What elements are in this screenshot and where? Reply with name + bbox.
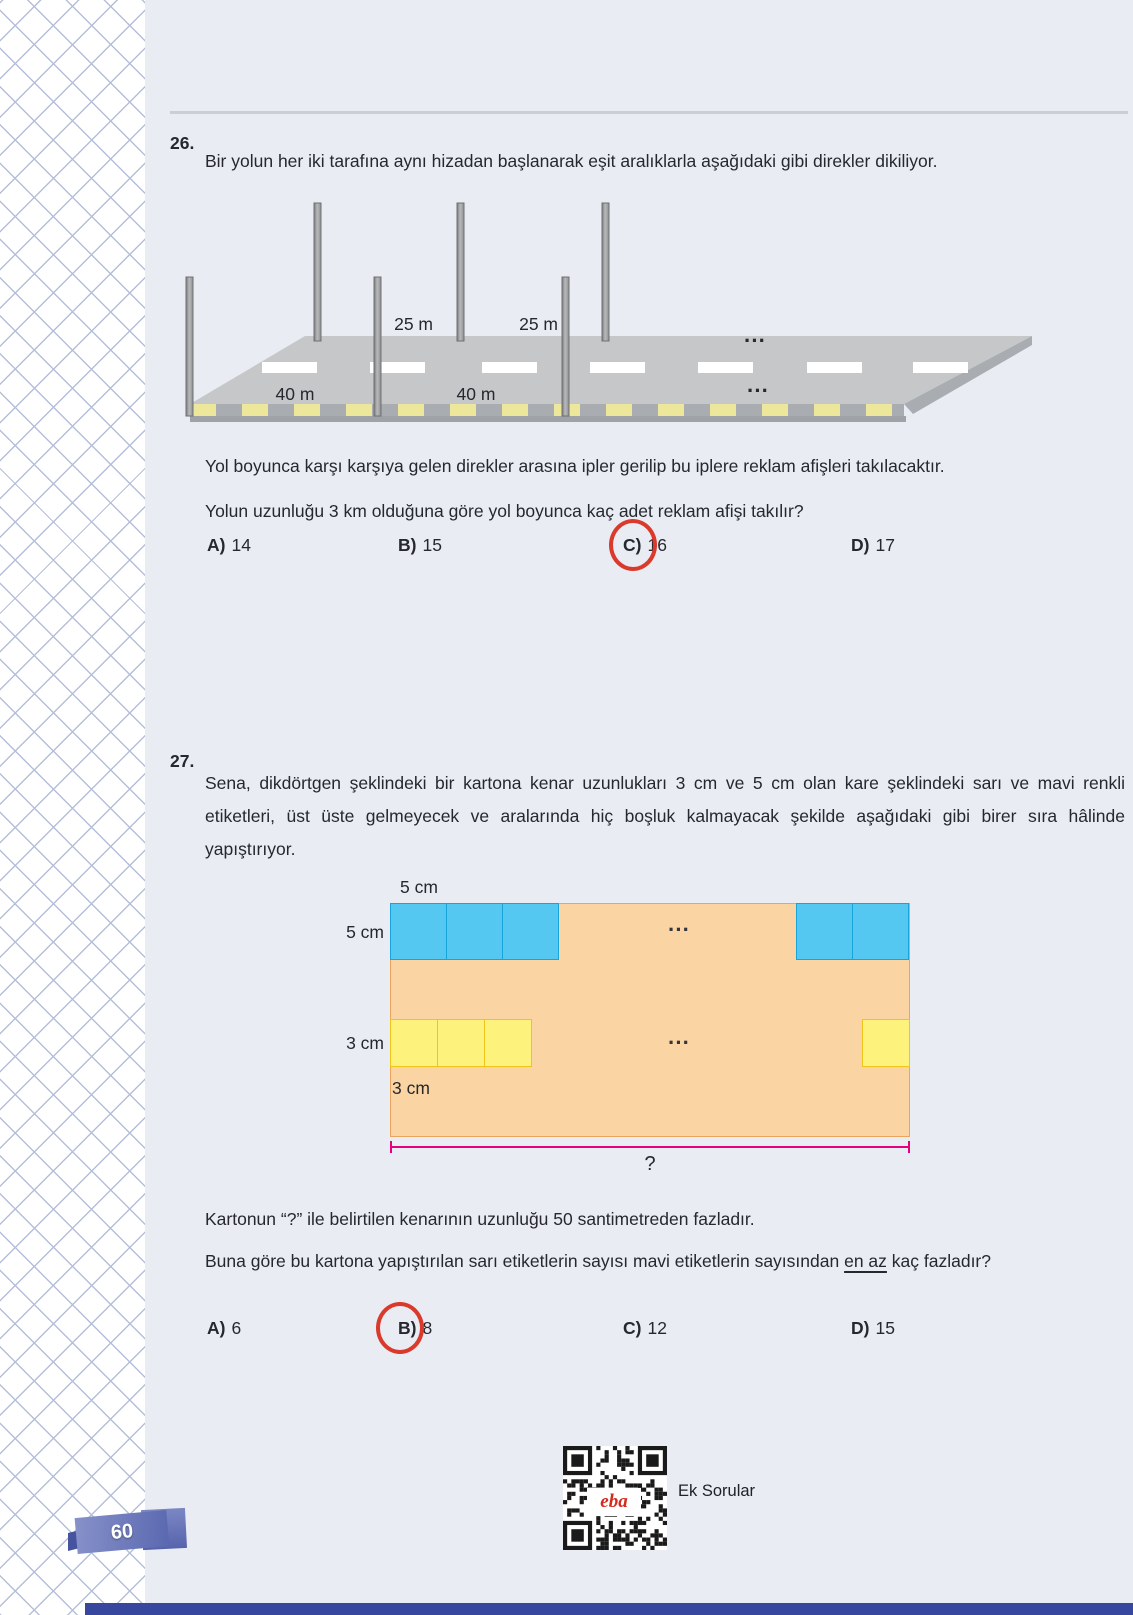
blue-sticker bbox=[852, 903, 909, 960]
q27-answer-circle bbox=[376, 1302, 424, 1354]
page-number-ribbon bbox=[66, 1503, 186, 1561]
road-ellipsis-top: ··· bbox=[744, 328, 766, 353]
left-row2-label: 3 cm bbox=[346, 1033, 384, 1053]
blue-sticker bbox=[390, 903, 447, 960]
gap-label-25m-1: 25 m bbox=[394, 314, 433, 334]
question-27-number: 27. bbox=[170, 751, 195, 771]
top-width-label: 5 cm bbox=[400, 877, 438, 897]
question-27-options bbox=[0, 1316, 1133, 1346]
unknown-length-label: ? bbox=[644, 1153, 656, 1175]
blue-sticker bbox=[502, 903, 559, 960]
blue-sticker bbox=[446, 903, 503, 960]
yellow-sticker bbox=[484, 1019, 532, 1067]
road-under-edge bbox=[190, 416, 906, 422]
yellow-sticker bbox=[437, 1019, 485, 1067]
page-number: 60 bbox=[75, 1510, 170, 1554]
question-27-body1: Kartonun “?” ile belirtilen kenarının uzunluğu 50 santimetreden fazladır. bbox=[205, 1208, 755, 1229]
measure-tick-right bbox=[908, 1141, 910, 1153]
measure-line bbox=[390, 1146, 910, 1148]
bottom-blue-bar bbox=[85, 1603, 1133, 1615]
gap-label-25m-2: 25 m bbox=[519, 314, 558, 334]
question-27-body2 bbox=[205, 1244, 1125, 1278]
road-diagram bbox=[150, 190, 1050, 435]
q27-body2-underlined: en az bbox=[844, 1250, 887, 1271]
q26-option-a: A) 14 bbox=[207, 535, 251, 555]
q27-option-a: A) 6 bbox=[207, 1318, 242, 1338]
decorative-lattice-strip bbox=[0, 0, 145, 1615]
yellow-sticker bbox=[862, 1019, 910, 1067]
q26-option-d: D) 17 bbox=[851, 535, 895, 555]
blue-sticker bbox=[796, 903, 853, 960]
q27-body2-after: kaç fazladır? bbox=[891, 1250, 991, 1271]
gap-label-40m-2: 40 m bbox=[456, 384, 496, 404]
question-26-options bbox=[0, 533, 1133, 563]
question-26-body2: Yolun uzunluğu 3 km olduğuna göre yol boyunca kaç adet reklam afişi takılır? bbox=[205, 500, 804, 521]
road-ellipsis-bottom: ··· bbox=[747, 378, 769, 403]
road-curb-strip bbox=[190, 404, 904, 416]
gap-label-40m-1: 40 m bbox=[275, 384, 315, 404]
question-26-intro: Bir yolun her iki tarafına aynı hizadan başlanarak eşit aralıklarla aşağıdaki gibi direkler dikiliyor. bbox=[205, 150, 938, 171]
qr-caption: Ek Sorular bbox=[678, 1482, 756, 1500]
section-divider bbox=[170, 111, 1128, 114]
question-26-body1: Yol boyunca karşı karşıya gelen direkler arasına ipler gerilip bu iplere reklam afişleri takılacaktır. bbox=[205, 455, 945, 476]
q26-answer-circle bbox=[609, 519, 657, 571]
yellow-row-ellipsis: ··· bbox=[668, 1030, 690, 1055]
blue-row-ellipsis: ··· bbox=[668, 917, 690, 942]
left-row1-label: 5 cm bbox=[346, 922, 384, 942]
q26-option-c: C) 16 bbox=[623, 535, 667, 555]
bottom-small-label: 3 cm bbox=[392, 1078, 430, 1098]
measure-tick-left bbox=[390, 1141, 392, 1153]
q27-option-d: D) 15 bbox=[851, 1318, 895, 1338]
q27-body2-before: Buna göre bu kartona yapıştırılan sarı etiketlerin sayısı mavi etiketlerin sayısından bbox=[205, 1250, 840, 1271]
q27-option-b: B) 8 bbox=[398, 1318, 433, 1338]
cardboard-diagram bbox=[330, 875, 970, 1195]
q27-option-c: C) 12 bbox=[623, 1318, 667, 1338]
yellow-sticker bbox=[390, 1019, 438, 1067]
q26-option-b: B) 15 bbox=[398, 535, 442, 555]
qr-code bbox=[563, 1446, 667, 1550]
eba-logo: eba bbox=[587, 1488, 641, 1516]
question-27-intro: Sena, dikdörtgen şeklindeki bir kartona kenar uzunlukları 3 cm ve 5 cm olan kare şeklindeki sarı ve mavi renkli etiketleri, üst üste gelmeyecek ve aralarında hiç boşluk kalmayacak şekilde aşağıdaki gibi birer sıra hâlinde yapıştırıyor. bbox=[205, 772, 1125, 859]
question-26-number: 26. bbox=[170, 133, 195, 153]
